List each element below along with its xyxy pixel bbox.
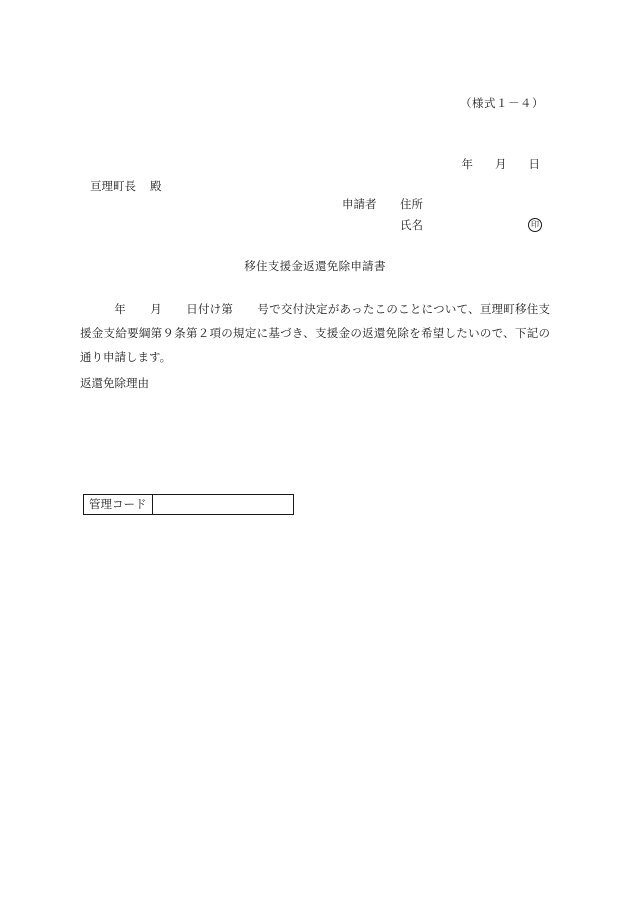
body-main-text: 号で交付決定があったこのことについて、亘理町移住支援金支給要綱第９条第２項の規定に基づき、支援金の返還免除を希望したいので、下記の通り申請します。 [80,302,551,364]
date-month-label: 月 [495,157,507,171]
reason-label: 返還免除理由 [80,376,149,390]
body-dated-no-label: 日付け第 [185,302,234,316]
addressee-name: 亘理町長 [90,179,136,193]
management-code-field[interactable] [152,495,293,515]
body-month-label: 月 [149,302,162,316]
addressee [90,181,162,193]
applicant-label: 申請者 [342,197,377,211]
document-title: 移住支援金返還免除申請書 [244,259,386,273]
body-year-label: 年 [114,302,126,316]
management-code-table [83,494,294,515]
body-paragraph [80,297,550,369]
date-day-label: 日 [528,157,540,171]
form-number: （様式１－４） [460,96,544,110]
name-label: 氏名 [400,218,423,232]
seal-icon: 印 [528,218,542,232]
management-code-label: 管理コード [84,495,153,515]
date-year-label: 年 [461,157,473,171]
date-line [462,159,541,171]
addressee-honorific: 殿 [150,179,162,193]
address-label: 住所 [400,197,423,211]
